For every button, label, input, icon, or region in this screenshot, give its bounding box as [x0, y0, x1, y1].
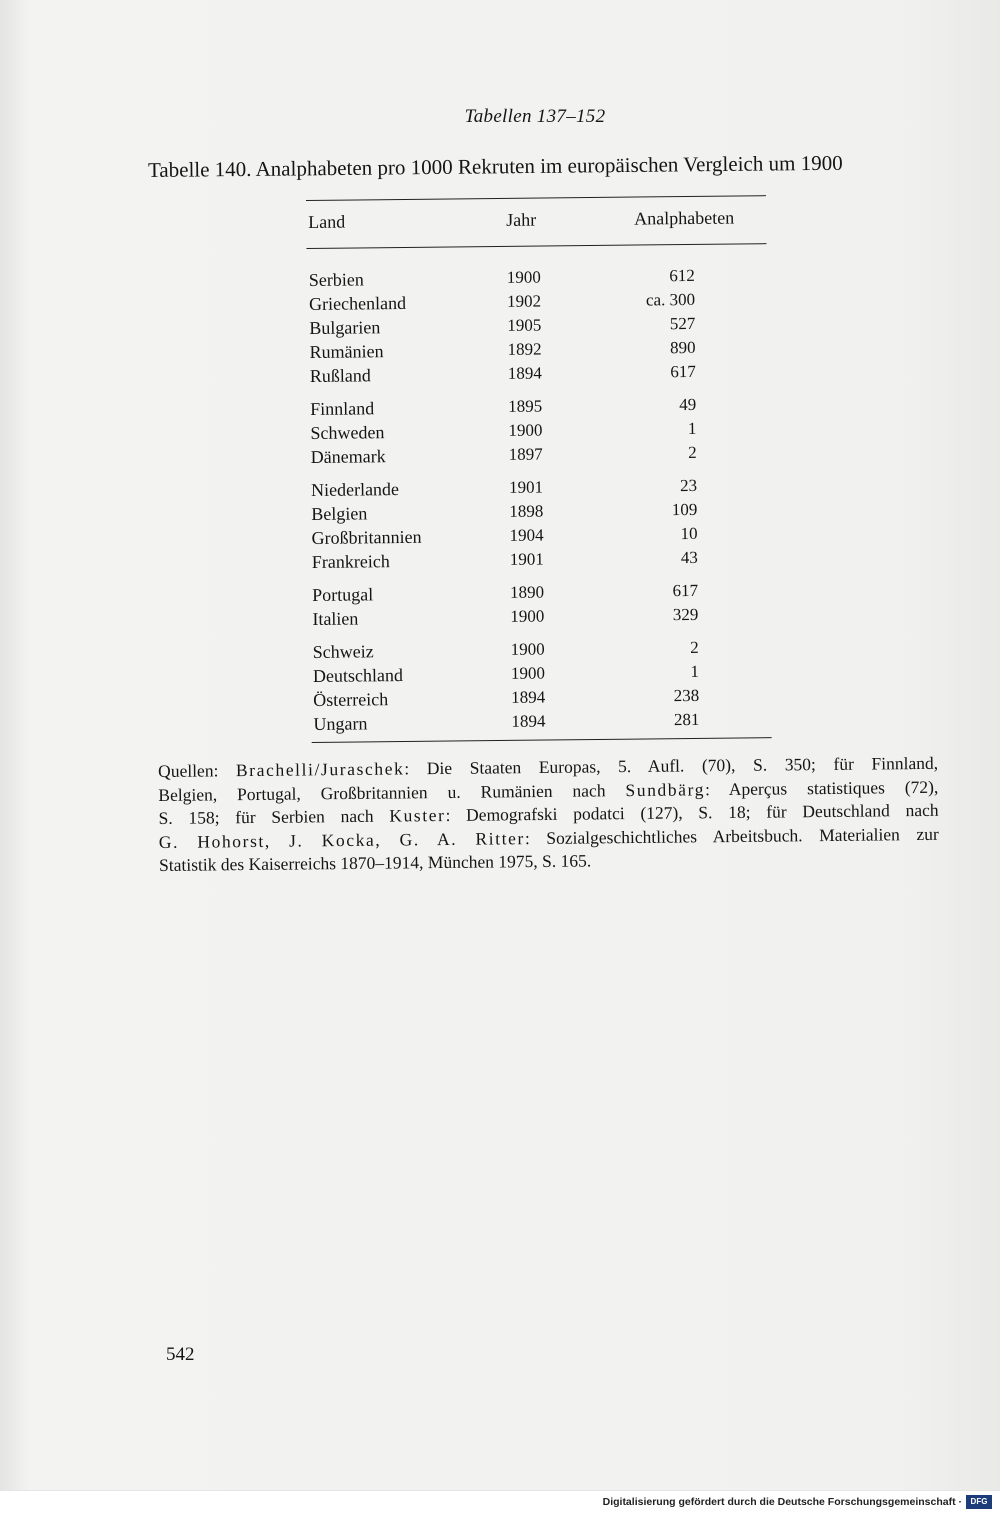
analphabeten-cell: 890: [669, 337, 696, 358]
table-row-group: [308, 392, 769, 469]
jahr-cell: 1898: [509, 501, 544, 521]
jahr-cell: 1905: [507, 315, 542, 335]
table-title: Tabelle 140. Analphabeten pro 1000 Rekruten im europäischen Vergleich um 1900: [147, 150, 843, 182]
land-cell: Österreich: [313, 689, 389, 710]
jahr-cell: 1900: [510, 606, 545, 626]
sources-text: : Die Staaten Europas, 5. Aufl. (70), S. 350; für Finnland,: [404, 752, 939, 779]
jahr-cell: 1892: [507, 339, 542, 359]
jahr-cell: 1900: [510, 639, 545, 659]
sources-text: Belgien, Portugal, Großbritannien u. Rumänien nach: [158, 779, 626, 805]
land-cell: Schweden: [310, 422, 385, 443]
analphabeten-cell: 612: [669, 265, 695, 286]
analphabeten-cell: 2: [690, 637, 699, 658]
land-cell: Niederlande: [310, 479, 400, 500]
jahr-cell: 1900: [506, 267, 541, 287]
table-header-rule: [307, 243, 767, 249]
land-cell: Italien: [312, 608, 359, 629]
land-cell: Dänemark: [310, 446, 386, 467]
analphabeten-cell: 527: [669, 313, 696, 334]
digitization-footer: [0, 1490, 1000, 1515]
header-analphabeten: Analphabeten: [634, 207, 735, 229]
running-head: Tabellen 137–152: [464, 106, 606, 127]
sources-text: Quellen:: [158, 760, 237, 781]
footer-text: Digitalisierung gefördert durch die Deutsche Forschungsgemeinschaft ·: [602, 1496, 962, 1508]
land-cell: Schweiz: [312, 641, 374, 662]
analphabeten-cell: 23: [679, 475, 698, 496]
land-cell: Frankreich: [311, 551, 390, 572]
jahr-cell: 1901: [509, 549, 544, 569]
land-cell: Belgien: [311, 503, 368, 524]
header-land: Land: [308, 211, 346, 232]
author-name: Brachelli/Juraschek: [235, 758, 405, 781]
sources-note: [158, 752, 939, 878]
table-row: [310, 545, 770, 574]
land-cell: Rußland: [309, 365, 371, 386]
land-cell: Finnland: [310, 398, 375, 419]
analphabeten-cell: 617: [672, 580, 699, 601]
analphabeten-cell: 1: [690, 661, 700, 681]
analphabeten-cell: 238: [673, 685, 700, 706]
analphabeten-cell: 49: [679, 394, 697, 415]
table-row-group: [311, 635, 772, 736]
land-cell: Griechenland: [308, 292, 407, 314]
analphabeten-cell: 281: [673, 709, 700, 730]
jahr-cell: 1901: [508, 477, 544, 497]
jahr-cell: 1904: [509, 525, 544, 545]
land-cell: Portugal: [312, 584, 374, 605]
sources-text: S. 158; für Serbien nach: [158, 805, 390, 828]
jahr-cell: 1900: [510, 663, 546, 683]
author-name: G. Hohorst, J. Kocka, G. A. Ritter: [158, 827, 525, 852]
table-row-group: [310, 578, 770, 631]
analphabeten-cell: 2: [688, 442, 697, 463]
table-row: [309, 440, 769, 469]
jahr-cell: 1894: [507, 363, 542, 383]
table-row: [311, 707, 771, 736]
analphabeten-cell: 1: [687, 418, 697, 439]
land-cell: Ungarn: [313, 713, 368, 734]
land-cell: Großbritannien: [311, 526, 422, 548]
jahr-cell: 1894: [511, 711, 546, 731]
table-row: [310, 602, 770, 631]
jahr-cell: 1890: [510, 582, 545, 602]
sources-text: : Demografski podatci (127), S. 18; für Deutschland nach: [445, 799, 939, 825]
data-table: [306, 195, 766, 734]
header-jahr: Jahr: [506, 209, 537, 230]
jahr-cell: 1897: [508, 444, 543, 464]
analphabeten-cell: 10: [680, 523, 698, 544]
page-number: 542: [166, 1344, 195, 1365]
jahr-cell: 1894: [511, 687, 546, 707]
table-row: [308, 359, 768, 388]
jahr-cell: 1900: [508, 420, 543, 440]
table-top-rule: [306, 195, 766, 201]
dfg-logo: DFG: [966, 1495, 992, 1509]
analphabeten-cell: ca. 300: [645, 289, 696, 310]
jahr-cell: 1902: [506, 291, 542, 311]
author-name: Kuster: [389, 804, 446, 826]
analphabeten-cell: 109: [671, 499, 698, 520]
table-body: [307, 263, 772, 745]
author-name: Sundbärg: [625, 778, 706, 800]
analphabeten-cell: 43: [680, 547, 698, 568]
table-row-group: [309, 473, 770, 574]
table-header-row: [306, 207, 766, 242]
sources-text: Statistik des Kaiserreichs 1870–1914, München 1975, S. 165.: [158, 850, 592, 875]
analphabeten-cell: 617: [670, 361, 696, 382]
land-cell: Bulgarien: [309, 317, 381, 338]
jahr-cell: 1895: [508, 396, 543, 416]
analphabeten-cell: 329: [672, 604, 699, 625]
land-cell: Deutschland: [312, 665, 404, 686]
sources-text: : Aperçus statistiques (72),: [704, 776, 939, 799]
land-cell: Rumänien: [309, 341, 384, 362]
land-cell: Serbien: [308, 269, 364, 290]
table-row-group: [307, 263, 768, 388]
sources-text: : Sozialgeschichtliches Arbeitsbuch. Materialien zur: [524, 823, 939, 848]
